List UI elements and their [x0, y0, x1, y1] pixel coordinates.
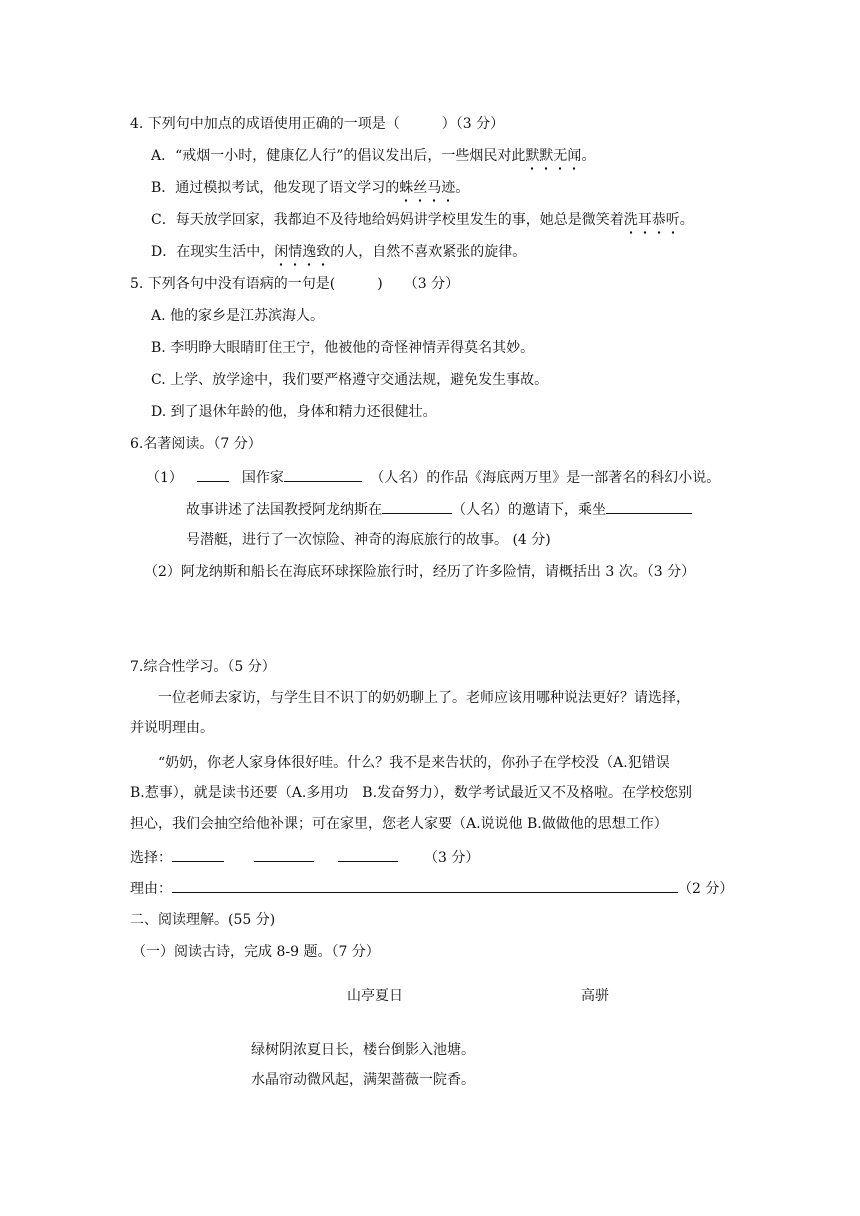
reason-blank[interactable]	[172, 878, 678, 893]
q4-stem: 4. 下列句中加点的成语使用正确的一项是（ ）（3 分）	[130, 116, 505, 132]
section2-title: 二、阅读理解。(55 分)	[130, 912, 276, 928]
country-blank[interactable]	[197, 467, 229, 482]
q4-c-pre: C．每天放学回家，我都迫不及待地给妈妈讲学校里发生的事，她总是微笑着	[151, 212, 624, 228]
q7-reason-row	[130, 878, 733, 899]
author-blank[interactable]	[284, 467, 362, 482]
q6-part1-text-a: 国作家	[241, 470, 284, 486]
poem-line-2: 水晶帘动微风起，满架蔷薇一院香。	[251, 1072, 475, 1088]
q4-b-pre: B．通过模拟考试，他发现了语文学习的	[151, 180, 400, 196]
q7-choose-row	[130, 847, 479, 868]
choice-blank-3[interactable]	[338, 847, 398, 862]
q4-option-a	[151, 146, 595, 166]
q4-option-d	[151, 242, 526, 262]
poem-line-1: 绿树阴浓夏日长，楼台倒影入池塘。	[251, 1042, 475, 1058]
q6-part1-number: （1）	[146, 470, 183, 486]
q4-option-c	[151, 210, 694, 230]
q4-a-pre: A．“戒烟一小时，健康亿人行”的倡议发出后，一些烟民对此	[151, 148, 526, 164]
q4-c-idiom: 洗耳恭听	[623, 212, 680, 228]
q4-option-b	[151, 178, 469, 198]
poem-author: 高骈	[581, 988, 609, 1004]
q5-option-b: B. 李明睁大眼睛盯住王宁，他被他的奇怪神情弄得莫名其妙。	[151, 340, 535, 356]
q6-part1-text-d: （人名）的邀请下，乘坐	[452, 502, 606, 518]
q4-c-post: 。	[679, 212, 694, 228]
q7-quote-line2: B.惹事），就是读书还要（A.多用功 B.发奋努力），数学考试最近又不及格啦。在学校您别	[130, 785, 693, 801]
q7-intro-line1: 一位老师去家访，与学生目不识丁的奶奶聊上了。老师应该用哪种说法更好？请选择，	[158, 690, 690, 706]
q5-option-a: A. 他的家乡是江苏滨海人。	[151, 308, 325, 324]
q6-part1-line2	[186, 499, 692, 520]
q4-d-pre: D．在现实生活中，	[151, 244, 275, 260]
q4-a-post: 。	[581, 148, 596, 164]
choice-blank-2[interactable]	[254, 847, 314, 862]
q4-d-post: 的人，自然不喜欢紧张的旋律。	[330, 244, 527, 260]
submarine-blank[interactable]	[606, 499, 692, 514]
captain-blank[interactable]	[382, 499, 452, 514]
q6-part1-line1	[146, 467, 720, 488]
choose-score: （3 分）	[424, 850, 480, 866]
q7-quote-line3: 担心，我们会抽空给他补课；可在家里，您老人家要（A.说说他 B.做做他的思想工作）	[130, 816, 668, 832]
q4-b-post: 。	[455, 180, 470, 196]
q4-b-idiom: 蛛丝马迹	[399, 180, 456, 196]
q5-stem: 5. 下列各句中没有语病的一句是( ) （3 分）	[130, 276, 460, 292]
q4-d-idiom: 闲情逸致	[274, 244, 331, 260]
q6-stem: 6.名著阅读。（7 分）	[130, 436, 262, 452]
q7-stem: 7.综合性学习。（5 分）	[130, 659, 276, 675]
choose-label: 选择：	[130, 850, 172, 866]
q4-a-idiom: 默默无闻	[525, 148, 582, 164]
q6-part1-text-b: （人名）的作品《海底两万里》是一部著名的科幻小说。	[370, 470, 721, 486]
q7-intro-line2: 并说明理由。	[130, 720, 214, 736]
q5-option-c: C. 上学、放学途中，我们要严格遵守交通法规，避免发生事故。	[151, 372, 549, 388]
q6-part1-line3: 号潜艇，进行了一次惊险、神奇的海底旅行的故事。 (4 分)	[186, 532, 551, 548]
q6-part2: （2）阿龙纳斯和船长在海底环球探险旅行时，经历了许多险情，请概括出 3 次。（3 分）	[144, 564, 696, 580]
reason-label: 理由：	[130, 881, 172, 897]
section2-part1-heading: （一）阅读古诗，完成 8-9 题。（7 分）	[132, 944, 380, 960]
q7-quote-line1: “奶奶，你老人家身体很好哇。什么？我不是来告状的，你孙子在学校没（A.犯错误	[158, 755, 670, 771]
poem-title: 山亭夏日	[347, 988, 403, 1004]
reason-score: （2 分）	[678, 881, 734, 897]
q5-option-d: D. 到了退休年龄的他，身体和精力还很健壮。	[151, 404, 437, 420]
choice-blank-1[interactable]	[172, 847, 224, 862]
q6-part1-text-c: 故事讲述了法国教授阿龙纳斯在	[186, 502, 382, 518]
